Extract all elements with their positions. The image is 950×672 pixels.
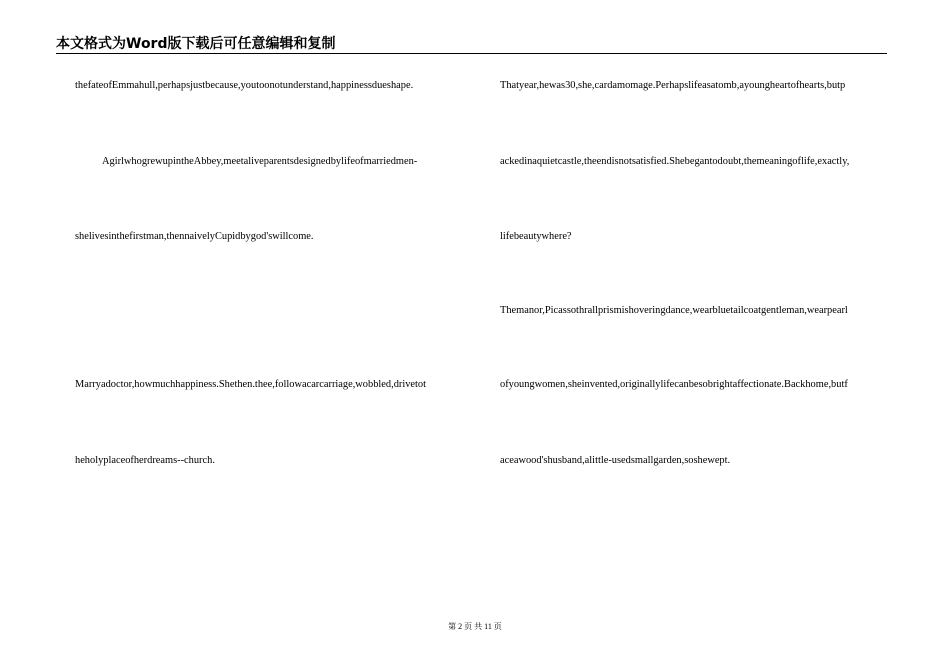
- header-divider: [56, 53, 887, 54]
- text-line: AgirlwhogrewupintheAbbey,meetaliveparentsdesignedbylifeofmarriedmen-: [102, 156, 418, 167]
- text-line: shelivesinthefirstman,thennaivelyCupidbygod'swillcome.: [75, 231, 314, 242]
- text-line: lifebeautywhere?: [500, 231, 572, 242]
- text-line: thefateofEmmahull,perhapsjustbecause,youtoonotunderstand,happinessdueshape.: [75, 80, 414, 91]
- page-header: [56, 35, 887, 53]
- page-number-footer: 第 2 页 共 11 页: [448, 622, 502, 631]
- text-line: Themanor,Picassothrallprismishoveringdance,wearbluetailcoatgentleman,wearpearl: [500, 305, 848, 316]
- text-line: heholyplaceofherdreams--church.: [75, 455, 215, 466]
- text-line: aceawood'shusband,alittle-usedsmallgarden,soshewept.: [500, 455, 731, 466]
- header-title: 本文格式为Word版下载后可任意编辑和复制: [56, 36, 336, 52]
- text-line: Marryadoctor,howmuchhappiness.Shethen.thee,followacarcarriage,wobbled,drivetot: [75, 379, 427, 390]
- text-line: Thatyear,hewas30,she,cardamomage.Perhapslifeasatomb,ayoungheartofhearts,butp: [500, 80, 846, 91]
- text-line: ofyoungwomen,sheinvented,originallylifecanbesobrightaffectionate.Backhome,butf: [500, 379, 848, 390]
- text-line: ackedinaquietcastle,theendisnotsatisfied.Shebegantodoubt,themeaningoflife,exactly,: [500, 156, 850, 167]
